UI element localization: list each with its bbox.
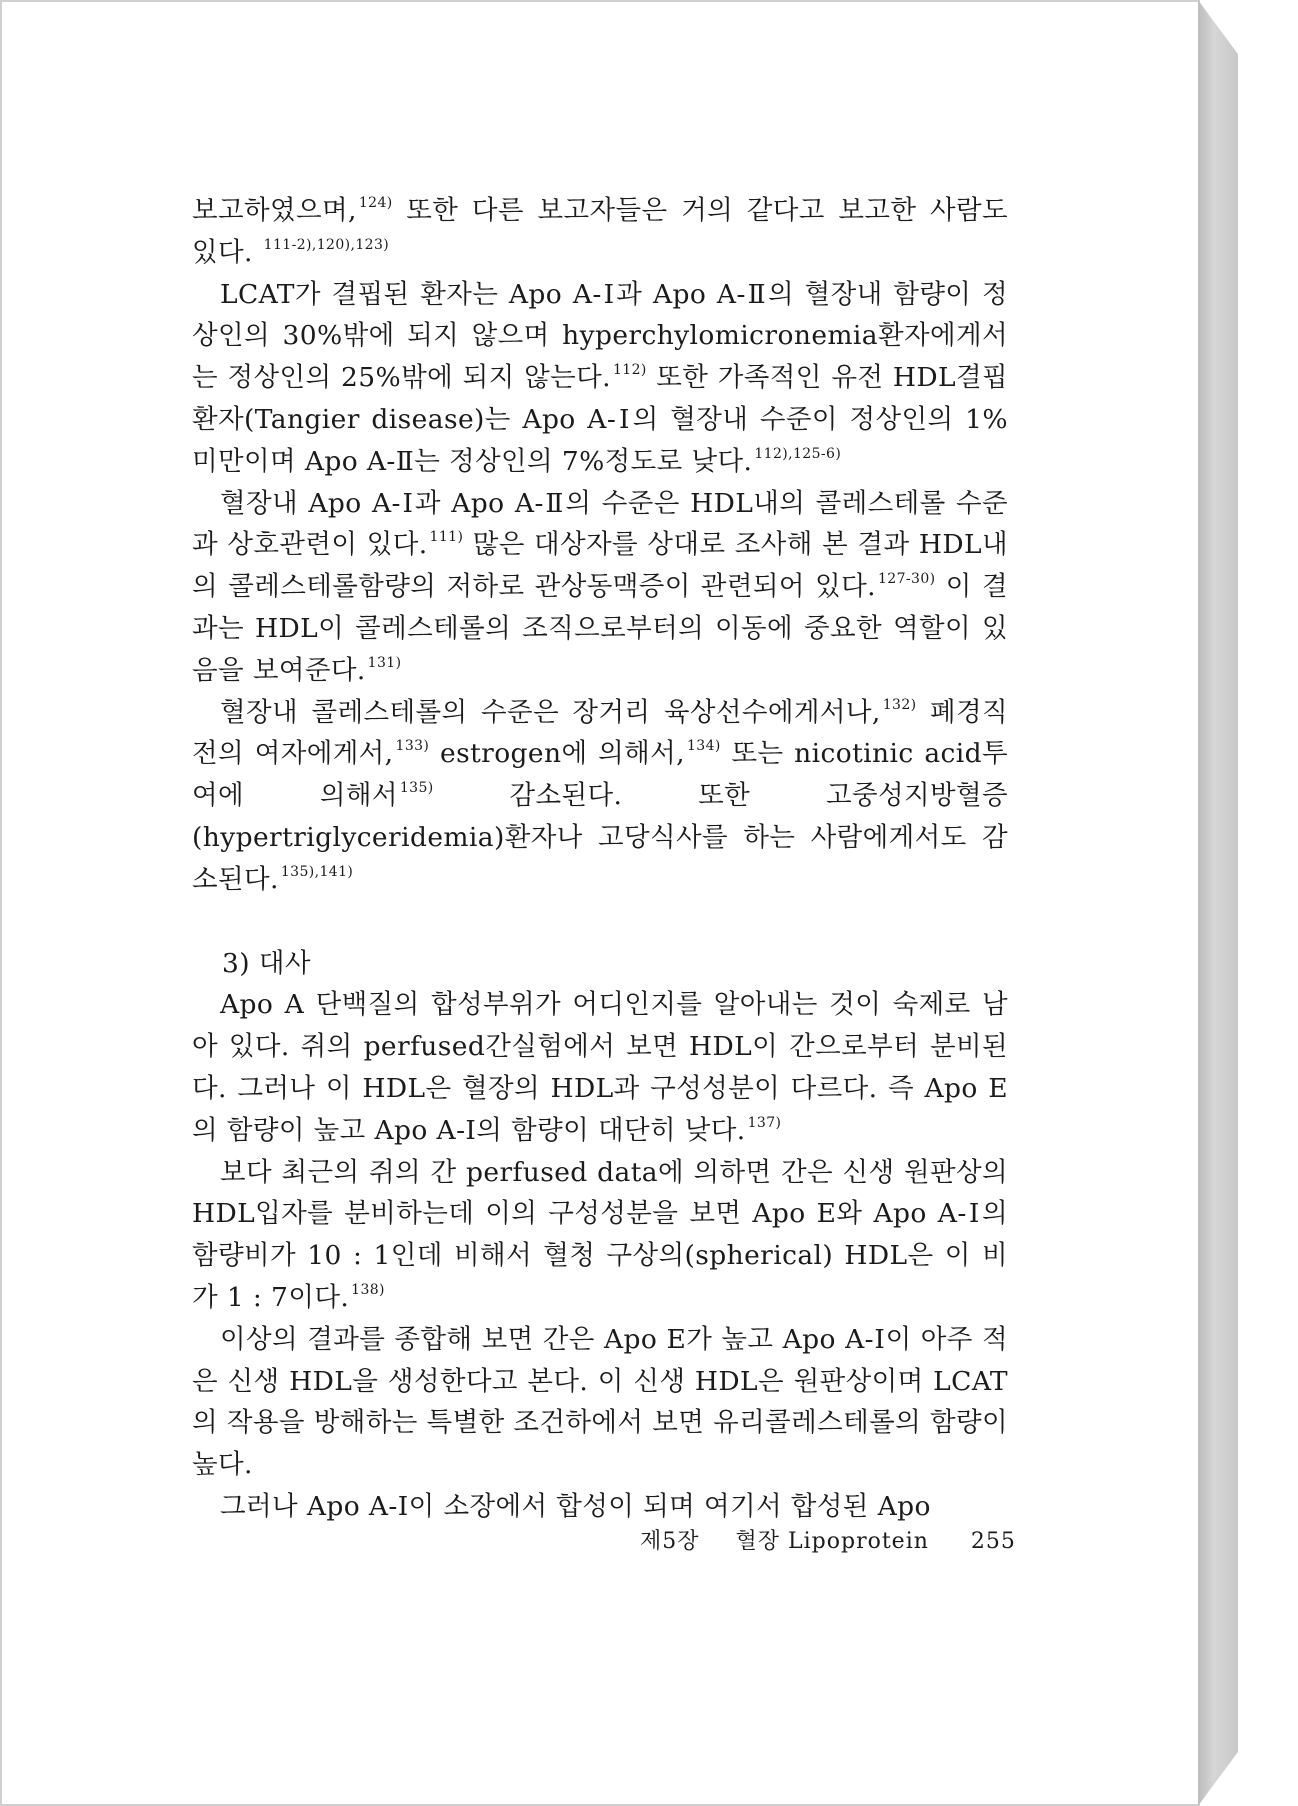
citation-ref: 111-2),120),123) <box>263 236 390 253</box>
citation-ref: 132) <box>882 696 917 713</box>
text-run: 이상의 결과를 종합해 보면 간은 Apo E가 높고 Apo A-Ⅰ이 아주 적은 신생 HDL을 생성한다고 본다. 이 신생 HDL은 원판상이며 LCAT의 작용을 방해하는 특별한 조건하에서 보면 유리콜레스테롤의 함량이 높다. <box>192 1323 1008 1481</box>
citation-ref: 112),125-6) <box>754 445 842 462</box>
citation-ref: 135) <box>399 780 434 797</box>
text-run: estrogen에 의해서, <box>429 738 685 770</box>
paragraph <box>192 692 1008 901</box>
text-run: 또한 다른 보고자들은 거의 같다고 보고한 사람도 있다. <box>192 195 1008 268</box>
page-footer <box>640 1524 1016 1555</box>
footer-section: 혈장 Lipoprotein <box>735 1529 929 1554</box>
citation-ref: 131) <box>367 654 402 671</box>
text-run: 혈장내 Apo A-Ⅰ과 Apo A-Ⅱ의 수준은 HDL내의 콜레스테롤 수준과 상호관련이 있다. <box>192 487 1008 561</box>
paragraph <box>192 1152 1008 1319</box>
citation-ref: 124) <box>358 195 393 211</box>
citation-ref: 135),141) <box>280 863 354 880</box>
text-run: 보고하였으며, <box>192 195 357 226</box>
text-run: Apo A 단백질의 합성부위가 어디인지를 알아내는 것이 숙제로 남아 있다. 쥐의 perfused간실험에서 보면 HDL이 간으로부터 분비된다. 그러나 이 HDL은 혈장의 HDL과 구성성분이 다르다. 즉 Apo E의 함량이 높고 Apo A-Ⅰ의 함량이 대단히 낮다. <box>192 989 1008 1146</box>
body-text <box>192 190 1008 1528</box>
paragraph <box>192 190 1008 274</box>
citation-ref: 127-30) <box>877 571 936 588</box>
page-stack-edge <box>1198 0 1238 1806</box>
text-run: 폐경직전의 여자에게서, <box>192 696 1008 770</box>
paragraph <box>192 274 1008 483</box>
citation-ref: 112) <box>612 362 647 379</box>
text-run: 보다 최근의 쥐의 간 perfused data에 의하면 간은 신생 원판상의 HDL입자를 분비하는데 이의 구성성분을 보면 Apo E와 Apo A-Ⅰ의 함량비가 10 : 1인데 비해서 혈청 구상의(spherical) HDL은 이 비가 1 : 7이다. <box>192 1156 1008 1313</box>
paragraph <box>192 1319 1008 1486</box>
paragraph <box>192 483 1008 692</box>
citation-ref: 133) <box>395 738 430 755</box>
text-run: 또한 가족적인 유전 HDL결핍환자(Tangier disease)는 Apo A-Ⅰ의 혈장내 수준이 정상인의 1% 미만이며 Apo A-Ⅱ는 정상인의 7%정도로 낮다. <box>192 362 1008 477</box>
text-run: 감소된다. 또한 고중성지방혈증(hypertriglyceridemia)환자나 고당식사를 하는 사람에게서도 감소된다. <box>192 780 1008 895</box>
text-run: 이 결과는 HDL이 콜레스테롤의 조직으로부터의 이동에 중요한 역할이 있음을 보여준다. <box>192 571 1008 686</box>
text-run: 많은 대상자를 상대로 조사해 본 결과 HDL내의 콜레스테롤함량의 저하로 관상동맥증이 관련되어 있다. <box>192 529 1009 603</box>
citation-ref: 111) <box>429 529 464 546</box>
paragraph <box>192 984 1008 1151</box>
text-run: LCAT가 결핍된 환자는 Apo A-Ⅰ과 Apo A-Ⅱ의 혈장내 함량이 정상인의 30%밖에 되지 않으며 hyperchylomicronemia환자에게서는 정상인의 25%밖에 되지 않는다. <box>192 278 1008 394</box>
text-run: 또는 nicotinic acid투여에 의해서 <box>192 738 1009 812</box>
footer-chapter: 제5장 <box>640 1529 700 1554</box>
text-run: 혈장내 콜레스테롤의 수준은 장거리 육상선수에게서나, <box>220 696 881 728</box>
page-number: 255 <box>970 1529 1016 1554</box>
citation-ref: 134) <box>687 738 721 755</box>
citation-ref: 138) <box>351 1281 385 1298</box>
text-run: 그러나 Apo A-Ⅰ이 소장에서 합성이 되며 여기서 합성된 Apo <box>220 1490 931 1522</box>
text-run: 3) 대사 <box>222 947 311 979</box>
citation-ref: 137) <box>747 1114 782 1131</box>
paragraph <box>192 1486 1008 1528</box>
section-heading <box>192 943 1008 985</box>
